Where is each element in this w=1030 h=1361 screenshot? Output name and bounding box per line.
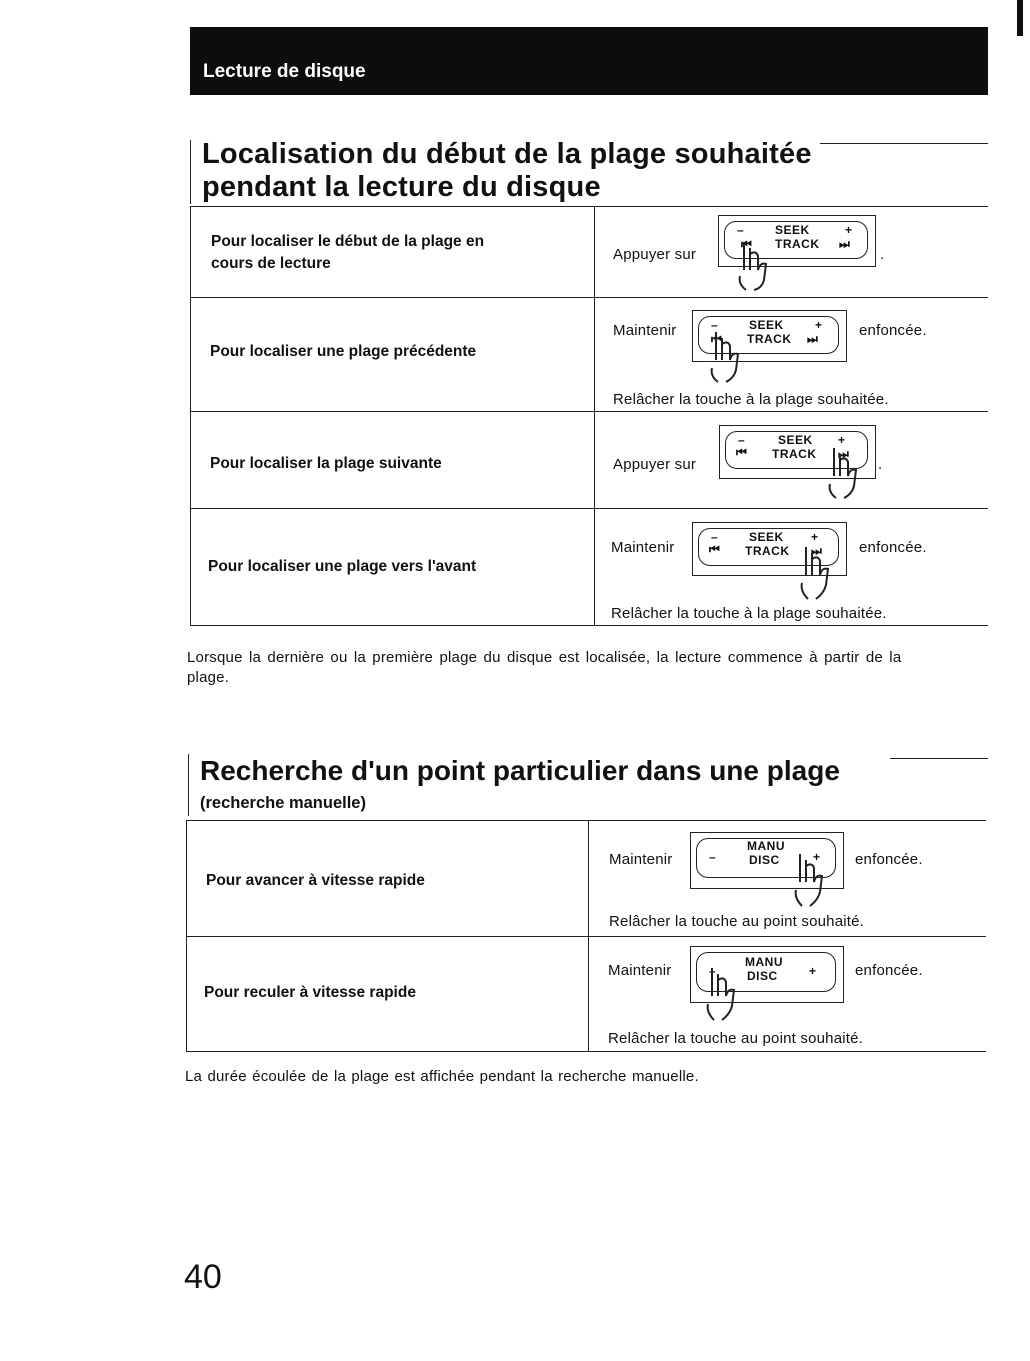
instruction-text: Maintenir — [609, 851, 673, 868]
instruction-text: Maintenir — [613, 322, 677, 339]
prev-track-icon: ⏮ — [736, 445, 747, 459]
release-text: Relâcher la touche à la plage souhaitée. — [611, 605, 887, 622]
note-text: Lorsque la dernière ou la première plage du disque est localisée, la lecture commence à partir de la — [187, 649, 902, 666]
release-text: Relâcher la touche au point souhaité. — [608, 1030, 864, 1047]
release-text: Relâcher la touche au point souhaité. — [609, 913, 865, 930]
instruction-text: Appuyer sur — [613, 456, 697, 473]
release-text: Relâcher la touche à la plage souhaitée. — [613, 391, 889, 408]
row-label: Pour localiser la plage suivante — [210, 455, 442, 472]
table2-top-border — [186, 820, 986, 821]
prev-track-icon: ⏮ — [741, 237, 752, 251]
table1-row-divider — [190, 297, 988, 298]
instruction-text: Maintenir — [611, 539, 675, 556]
instruction-text: Appuyer sur — [613, 246, 697, 263]
seek-track-button: – SEEK + ⏮ TRACK ⏭ — [692, 522, 847, 576]
table2-row-divider — [186, 936, 986, 937]
seek-track-button: – SEEK + ⏮ TRACK ⏭ — [692, 310, 847, 362]
seek-track-button: – SEEK + ⏮ TRACK ⏭ — [718, 215, 876, 267]
note-text: La durée écoulée de la plage est affichée pendant la recherche manuelle. — [185, 1068, 699, 1085]
table1-row-divider — [190, 411, 988, 412]
section-header-bar — [190, 27, 988, 95]
table2-bottom-border — [186, 1051, 986, 1052]
prev-track-icon: ⏮ — [709, 542, 720, 556]
note-text: plage. — [187, 669, 230, 686]
row-label: Pour avancer à vitesse rapide — [206, 872, 425, 889]
instruction-text: Maintenir — [608, 962, 672, 979]
title-left-rule — [190, 140, 191, 204]
pressing-hand-icon — [702, 966, 742, 1024]
row-label: Pour localiser le début de la plage en — [211, 233, 485, 250]
table1-left-border — [190, 206, 191, 626]
section2-title: Recherche d'un point particulier dans une plage — [200, 755, 840, 786]
page-edge-mark — [1017, 0, 1023, 36]
table1-row-divider — [190, 508, 988, 509]
next-track-icon: ⏭ — [839, 237, 850, 251]
table1-bottom-border — [190, 625, 988, 626]
instruction-suffix: . — [880, 246, 885, 263]
instruction-suffix: . — [878, 456, 883, 473]
next-track-icon: ⏭ — [838, 447, 849, 461]
row-label: Pour reculer à vitesse rapide — [204, 984, 416, 1001]
title-top-rule — [820, 143, 988, 144]
row-label: Pour localiser une plage précédente — [210, 343, 477, 360]
pressing-hand-icon — [790, 852, 830, 910]
manu-disc-button: – MANU DISC + — [690, 832, 844, 889]
table1-top-border — [190, 206, 988, 207]
instruction-suffix: enfoncée. — [855, 962, 923, 979]
instruction-suffix: enfoncée. — [855, 851, 923, 868]
section-header-title: Lecture de disque — [203, 61, 366, 82]
seek-track-button: – SEEK + ⏮ TRACK ⏭ — [719, 425, 876, 479]
pressing-hand-icon — [706, 330, 746, 386]
instruction-suffix: enfoncée. — [859, 539, 927, 556]
instruction-suffix: enfoncée. — [859, 322, 927, 339]
table1-middle-border — [594, 206, 595, 626]
page-number: 40 — [184, 1258, 222, 1296]
row-label: Pour localiser une plage vers l'avant — [208, 558, 477, 575]
pressing-hand-icon — [734, 237, 774, 292]
next-track-icon: ⏭ — [811, 544, 822, 558]
prev-track-icon: ⏮ — [711, 332, 722, 346]
section2-subtitle: (recherche manuelle) — [200, 794, 366, 812]
title-top-rule — [890, 758, 988, 759]
next-track-icon: ⏭ — [807, 332, 818, 346]
manu-disc-button: – MANU DISC + — [690, 946, 844, 1003]
section1-title-line2: pendant la lecture du disque — [202, 171, 601, 203]
title-left-rule — [188, 754, 189, 816]
pressing-hand-icon — [796, 545, 836, 603]
row-label: cours de lecture — [211, 255, 331, 272]
pressing-hand-icon — [824, 446, 864, 502]
section1-title-line1: Localisation du début de la plage souhaitée — [202, 138, 812, 170]
